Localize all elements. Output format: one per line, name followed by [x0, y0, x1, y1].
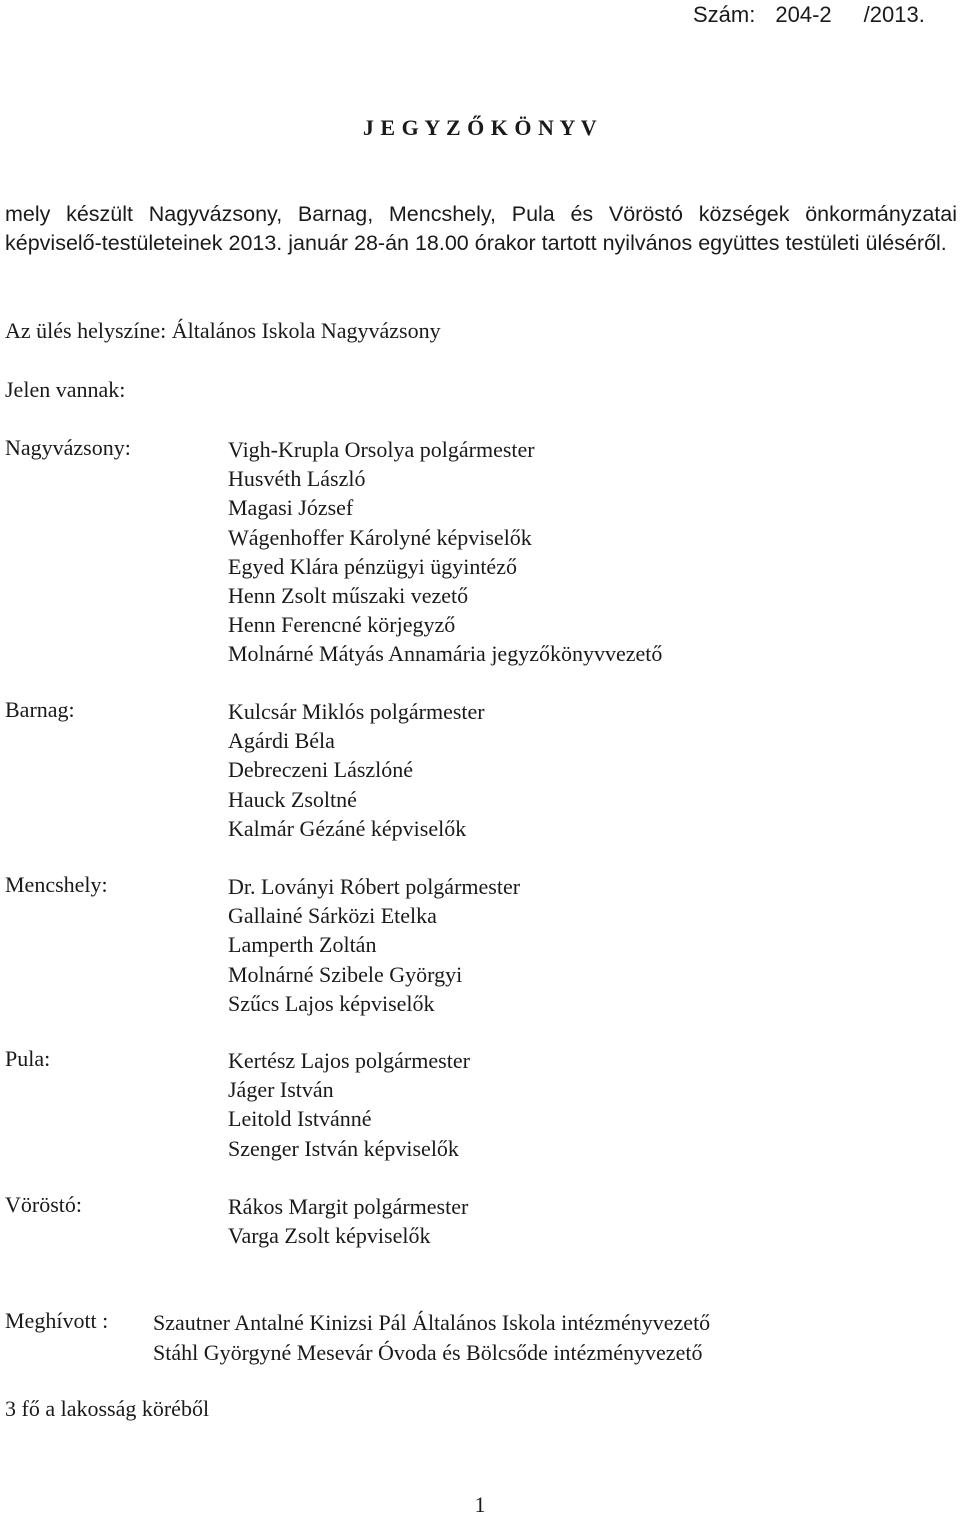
- list-item: Husvéth László: [228, 466, 366, 492]
- list-item: Wágenhoffer Károlyné képviselők: [228, 524, 532, 550]
- list-item: Kalmár Gézáné képviselők: [228, 815, 467, 841]
- group-label-nagyvazsony: Nagyvázsony:: [5, 435, 131, 460]
- list-item: Szautner Antalné Kinizsi Pál Általános Iskola intézményvezető: [153, 1310, 711, 1335]
- list-item: Varga Zsolt képviselők: [228, 1223, 431, 1249]
- list-item: Leitold Istvánné: [228, 1106, 372, 1132]
- list-item: Rákos Margit polgármester: [228, 1194, 469, 1219]
- document-title: J E G Y Z Ő K Ö N Y V: [362, 115, 598, 140]
- public-attendance: 3 fő a lakosság köréből: [5, 1396, 210, 1421]
- list-item: Henn Zsolt műszaki vezető: [228, 582, 469, 608]
- list-item: Henn Ferencné körjegyző: [228, 612, 456, 638]
- group-names-vorosto: [228, 1192, 468, 1250]
- group-label-mencshely: Mencshely:: [5, 872, 108, 897]
- list-item: Debreczeni Lászlóné: [228, 757, 414, 783]
- invited-label: Meghívott :: [5, 1308, 109, 1333]
- list-item: Lamperth Zoltán: [228, 932, 377, 958]
- list-item: Agárdi Béla: [228, 728, 335, 754]
- list-item: Egyed Klára pénzügyi ügyintéző: [228, 553, 517, 579]
- doc-number-label: Szám:: [693, 2, 756, 27]
- group-label-barnag: Barnag:: [5, 697, 75, 722]
- doc-number-year: /2013.: [863, 2, 925, 27]
- list-item: Molnárné Mátyás Annamária jegyzőkönyvvezető: [228, 641, 663, 667]
- venue-line: Az ülés helyszíne: Általános Iskola Nagyvázsony: [5, 318, 441, 343]
- group-label-vorosto: Vöröstó:: [5, 1192, 82, 1217]
- page-number: 1: [474, 1492, 486, 1517]
- document-number: [693, 2, 925, 28]
- group-label-pula: Pula:: [5, 1046, 51, 1071]
- list-item: Kertész Lajos polgármester: [228, 1048, 470, 1073]
- invited-names: [153, 1308, 710, 1367]
- list-item: Dr. Loványi Róbert polgármester: [228, 874, 521, 899]
- intro-paragraph: mely készült Nagyvázsony, Barnag, Mencshely, Pula és Vöröstó községek önkormányzatai képviselő-testületeinek 2013. január 28-án 18.00 órakor tartott nyilvános együttes testületi üléséről.: [5, 202, 957, 255]
- doc-number-value: 204-2: [775, 2, 832, 27]
- group-names-nagyvazsony: [228, 435, 662, 669]
- list-item: Molnárné Szibele Györgyi: [228, 961, 463, 987]
- present-label: Jelen vannak:: [5, 377, 126, 402]
- list-item: Vigh-Krupla Orsolya polgármester: [228, 437, 535, 462]
- list-item: Magasi József: [228, 495, 354, 521]
- list-item: Szenger István képviselők: [228, 1135, 459, 1161]
- list-item: Szűcs Lajos képviselők: [228, 990, 435, 1016]
- group-names-mencshely: [228, 872, 520, 1018]
- list-item: Jáger István: [228, 1077, 334, 1103]
- list-item: Gallainé Sárközi Etelka: [228, 903, 437, 929]
- group-names-pula: [228, 1046, 470, 1163]
- list-item: Kulcsár Miklós polgármester: [228, 699, 485, 724]
- list-item: Stáhl Györgyné Mesevár Óvoda és Bölcsőde intézményvezető: [153, 1339, 703, 1365]
- list-item: Hauck Zsoltné: [228, 786, 357, 812]
- group-names-barnag: [228, 697, 485, 843]
